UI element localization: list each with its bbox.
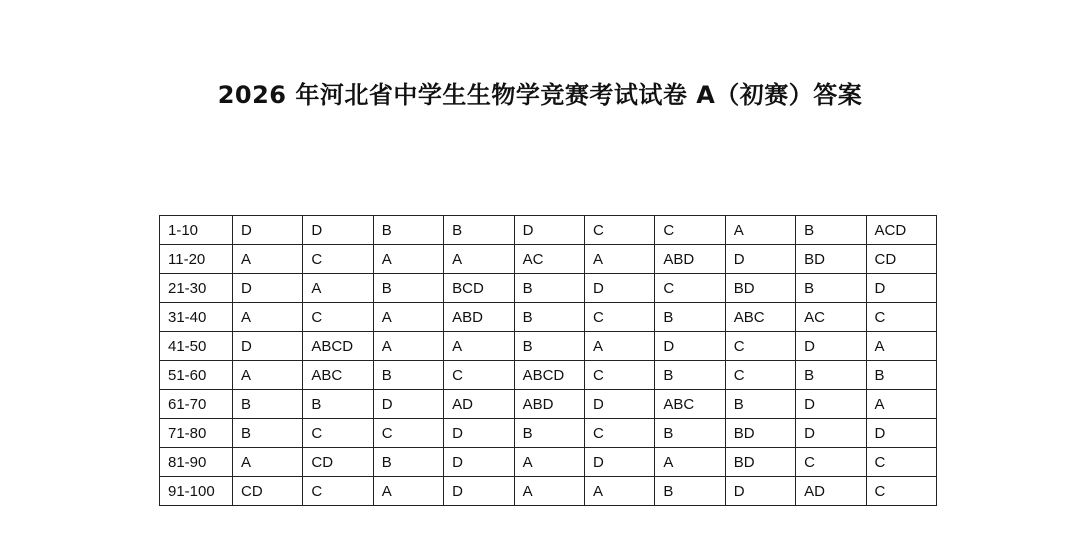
table-row xyxy=(160,448,937,477)
answer-cell: C xyxy=(373,419,443,448)
answer-cell: B xyxy=(655,419,725,448)
question-range-cell: 41-50 xyxy=(160,332,233,361)
answer-cell: D xyxy=(444,477,514,506)
answer-cell: B xyxy=(725,390,795,419)
table-row xyxy=(160,216,937,245)
answer-cell: BD xyxy=(725,274,795,303)
answer-cell: D xyxy=(796,390,866,419)
answer-cell: ABD xyxy=(514,390,584,419)
answer-cell: ABD xyxy=(444,303,514,332)
answer-cell: B xyxy=(233,390,303,419)
answer-cell: D xyxy=(233,332,303,361)
question-range-cell: 1-10 xyxy=(160,216,233,245)
table-row xyxy=(160,361,937,390)
answer-cell: D xyxy=(373,390,443,419)
answer-cell: A xyxy=(373,303,443,332)
answer-cell: A xyxy=(303,274,373,303)
answer-cell: D xyxy=(866,274,936,303)
answer-cell: B xyxy=(796,361,866,390)
answer-cell: C xyxy=(584,361,654,390)
question-range-cell: 51-60 xyxy=(160,361,233,390)
answer-cell: B xyxy=(514,274,584,303)
answer-cell: D xyxy=(303,216,373,245)
answer-cell: A xyxy=(514,477,584,506)
answer-cell: C xyxy=(866,477,936,506)
answer-cell: BD xyxy=(725,448,795,477)
answer-cell: A xyxy=(866,390,936,419)
answer-cell: A xyxy=(373,477,443,506)
table-row xyxy=(160,477,937,506)
answer-cell: AC xyxy=(514,245,584,274)
answer-cell: B xyxy=(514,419,584,448)
answer-cell: C xyxy=(866,448,936,477)
table-row xyxy=(160,274,937,303)
answer-cell: CD xyxy=(233,477,303,506)
answer-cell: D xyxy=(796,419,866,448)
answer-cell: A xyxy=(655,448,725,477)
answer-cell: ABCD xyxy=(514,361,584,390)
answer-cell: B xyxy=(233,419,303,448)
answer-cell: C xyxy=(303,245,373,274)
answer-cell: C xyxy=(584,216,654,245)
answer-cell: D xyxy=(725,477,795,506)
answer-cell: BCD xyxy=(444,274,514,303)
answer-cell: B xyxy=(373,448,443,477)
answer-cell: A xyxy=(373,332,443,361)
answer-table xyxy=(159,215,937,506)
table-row xyxy=(160,245,937,274)
answer-cell: BD xyxy=(796,245,866,274)
answer-cell: ABC xyxy=(655,390,725,419)
answer-cell: B xyxy=(514,332,584,361)
answer-cell: ABCD xyxy=(303,332,373,361)
question-range-cell: 81-90 xyxy=(160,448,233,477)
answer-cell: B xyxy=(655,303,725,332)
answer-cell: B xyxy=(514,303,584,332)
answer-cell: B xyxy=(796,274,866,303)
answer-cell: A xyxy=(514,448,584,477)
answer-cell: ACD xyxy=(866,216,936,245)
answer-cell: D xyxy=(584,274,654,303)
answer-cell: B xyxy=(373,361,443,390)
answer-cell: AC xyxy=(796,303,866,332)
answer-cell: A xyxy=(233,448,303,477)
answer-cell: C xyxy=(303,419,373,448)
answer-cell: C xyxy=(866,303,936,332)
answer-cell: B xyxy=(655,477,725,506)
answer-cell: B xyxy=(303,390,373,419)
answer-cell: A xyxy=(584,477,654,506)
answer-cell: A xyxy=(373,245,443,274)
question-range-cell: 61-70 xyxy=(160,390,233,419)
answer-cell: BD xyxy=(725,419,795,448)
answer-cell: ABC xyxy=(303,361,373,390)
question-range-cell: 21-30 xyxy=(160,274,233,303)
answer-cell: ABD xyxy=(655,245,725,274)
answer-cell: B xyxy=(444,216,514,245)
answer-cell: B xyxy=(796,216,866,245)
answer-cell: D xyxy=(444,419,514,448)
answer-cell: D xyxy=(233,216,303,245)
answer-cell: D xyxy=(725,245,795,274)
answer-cell: B xyxy=(655,361,725,390)
answer-cell: C xyxy=(303,477,373,506)
table-row xyxy=(160,419,937,448)
answer-cell: A xyxy=(584,332,654,361)
answer-cell: D xyxy=(584,448,654,477)
answer-cell: AD xyxy=(444,390,514,419)
answer-cell: A xyxy=(584,245,654,274)
answer-cell: A xyxy=(233,245,303,274)
answer-cell: C xyxy=(584,419,654,448)
answer-cell: C xyxy=(303,303,373,332)
answer-cell: CD xyxy=(303,448,373,477)
table-row xyxy=(160,303,937,332)
answer-cell: D xyxy=(233,274,303,303)
question-range-cell: 91-100 xyxy=(160,477,233,506)
answer-cell: C xyxy=(584,303,654,332)
answer-cell: D xyxy=(655,332,725,361)
answer-cell: C xyxy=(655,216,725,245)
answer-cell: D xyxy=(584,390,654,419)
answer-cell: D xyxy=(866,419,936,448)
answer-cell: C xyxy=(725,361,795,390)
table-row xyxy=(160,332,937,361)
page-title: 2026 年河北省中学生生物学竞赛考试试卷 A（初赛）答案 xyxy=(217,81,863,109)
answer-cell: A xyxy=(725,216,795,245)
answer-cell: C xyxy=(655,274,725,303)
answer-cell: A xyxy=(444,332,514,361)
answer-cell: D xyxy=(796,332,866,361)
answer-cell: A xyxy=(866,332,936,361)
answer-cell: C xyxy=(444,361,514,390)
table-row xyxy=(160,390,937,419)
answer-cell: AD xyxy=(796,477,866,506)
answer-cell: B xyxy=(373,216,443,245)
answer-cell: D xyxy=(514,216,584,245)
answer-cell: A xyxy=(444,245,514,274)
question-range-cell: 11-20 xyxy=(160,245,233,274)
question-range-cell: 71-80 xyxy=(160,419,233,448)
question-range-cell: 31-40 xyxy=(160,303,233,332)
answer-cell: A xyxy=(233,303,303,332)
answer-cell: B xyxy=(866,361,936,390)
answer-table-body xyxy=(160,216,937,506)
answer-cell: D xyxy=(444,448,514,477)
answer-cell: C xyxy=(796,448,866,477)
answer-cell: CD xyxy=(866,245,936,274)
answer-cell: A xyxy=(233,361,303,390)
answer-cell: ABC xyxy=(725,303,795,332)
answer-cell: B xyxy=(373,274,443,303)
answer-cell: C xyxy=(725,332,795,361)
